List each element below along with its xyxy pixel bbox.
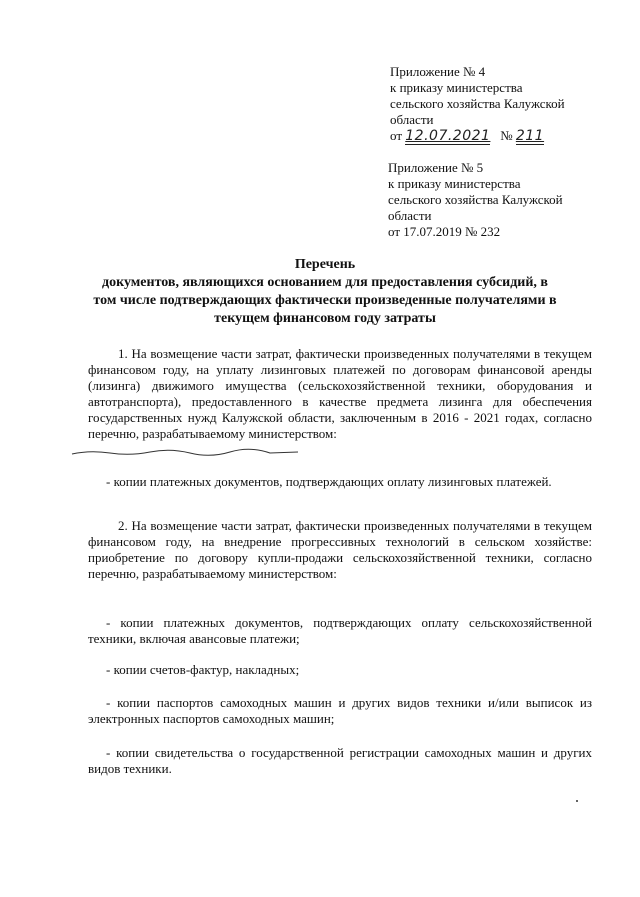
appendix-4-num-handwritten: 211 xyxy=(515,128,545,144)
appendix-5-ministry: сельского хозяйства Калужской xyxy=(388,192,563,207)
item-1-paragraph: 1. На возмещение части затрат, фактически произведенных получателями в текущем финансовом году, на уплату лизинговых платежей по договорам финансовой аренды (лизинга) движимого имущества (сельскохозяйственной техники, оборудования и автотранспорта), предоставленного в качестве предмета лизинга для обеспечения государственных нужд Калужской области, заключенным в 2016 - 2021 годах, согласно перечню, разрабатываемому министерством: xyxy=(88,346,592,441)
appendix-5-region: области xyxy=(388,208,432,223)
appendix-4-block xyxy=(390,64,565,145)
appendix-5-title: Приложение № 5 xyxy=(388,160,484,175)
appendix-4-date-prefix: от xyxy=(390,128,403,143)
ink-dot xyxy=(576,800,578,802)
appendix-4-date-handwritten: 12.07.2021 xyxy=(405,128,491,144)
handwritten-underline-mark xyxy=(70,444,300,458)
document-title xyxy=(60,256,590,328)
item-2-bullet-4: - копии свидетельства о государственной регистрации самоходных машин и других видов техники. xyxy=(88,745,592,776)
item-2-paragraph: 2. На возмещение части затрат, фактически произведенных получателями в текущем финансовом году, на внедрение прогрессивных технологий в сельском хозяйстве: приобретение по договору купли-продажи сельскохозяйственной техники, согласно перечню, разрабатываемому министерством: xyxy=(88,518,592,581)
item-2-bullet-3: - копии паспортов самоходных машин и других видов техники и/или выписок из электронных паспортов самоходных машин; xyxy=(88,695,592,726)
item-1-bullet-1: - копии платежных документов, подтверждающих оплату лизинговых платежей. xyxy=(106,474,552,489)
appendix-5-order: к приказу министерства xyxy=(388,176,521,191)
appendix-4-region: области xyxy=(390,112,434,127)
title-line-2: документов, являющихся основанием для предоставления субсидий, в xyxy=(102,275,548,290)
title-line-4: текущем финансовом году затраты xyxy=(214,311,436,326)
appendix-4-order: к приказу министерства xyxy=(390,80,523,95)
appendix-5-block xyxy=(388,160,563,240)
appendix-4-title: Приложение № 4 xyxy=(390,64,486,79)
item-2-bullet-1: - копии платежных документов, подтверждающих оплату сельскохозяйственной техники, включая авансовые платежи; xyxy=(88,615,592,646)
appendix-4-date-line xyxy=(390,128,565,145)
item-2-bullet-2: - копии счетов-фактур, накладных; xyxy=(106,662,300,677)
appendix-4-num-prefix: № xyxy=(500,128,513,143)
appendix-5-date: от 17.07.2019 № 232 xyxy=(388,224,501,239)
title-line-3: том числе подтверждающих фактически произведенные получателями в xyxy=(93,293,557,308)
appendix-4-ministry: сельского хозяйства Калужской xyxy=(390,96,565,111)
title-line-1: Перечень xyxy=(294,257,356,272)
